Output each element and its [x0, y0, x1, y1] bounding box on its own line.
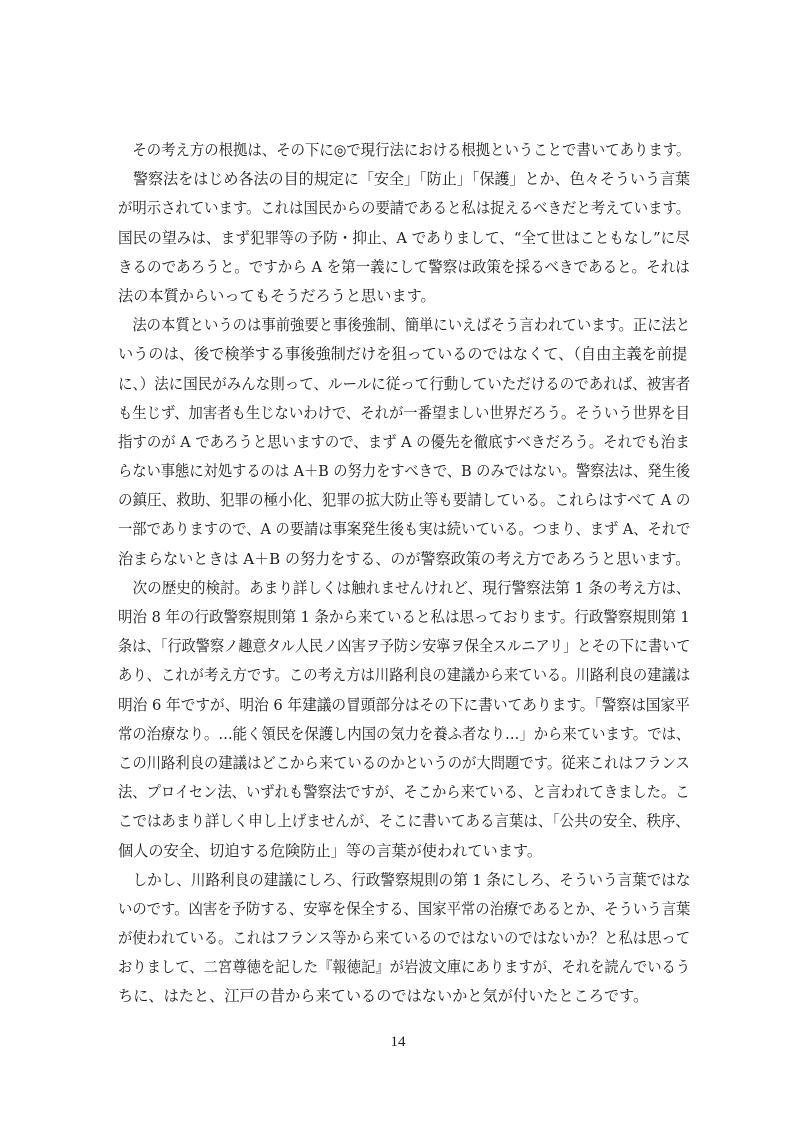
text-line: に、）法に国民がみんな則って、ルールに従って行動していただけるのであれば、被害者	[118, 374, 691, 393]
text-line: 明治 8 年の行政警察規則第 1 条から来ていると私は思っております。行政警察規則第 1	[118, 608, 690, 626]
text-line: この川路利良の建議はどこから来ているのかというのが大問題です。従来これはフランス	[118, 753, 690, 772]
body-text	[118, 136, 690, 1012]
page-number: 14	[390, 1034, 406, 1050]
text-line: おりまして、二宮尊徳を記した『報徳記』が岩波文庫にありますが、それを読んでいるう	[118, 958, 691, 977]
text-line: 指すのが A であろうと思いますので、まず A の優先を徹底すべきだろう。それでも治ま	[118, 432, 690, 451]
text-line: 法の本質というのは事前強要と事後強制、簡単にいえばそう言われています。正に法と	[118, 316, 691, 335]
text-line: の鎮圧、救助、犯罪の極小化、犯罪の拡大防止等も要請している。これらはすべて A の	[118, 491, 691, 510]
text-line: その考え方の根拠は、その下に◎で現行法における根拠ということで書いてあります。	[118, 141, 691, 159]
text-line: ちに、はたと、江戸の昔から来ているのではないかと気が付いたところです。	[118, 987, 649, 1006]
text-line: しかし、川路利良の建議にしろ、行政警察規則の第 1 条にしろ、そういう言葉ではな	[118, 870, 691, 889]
text-line: が明示されています。これは国民からの要請であると私は捉えるべきだと考えています。	[118, 199, 691, 218]
text-line: 国民の望みは、まず犯罪等の予防・抑止、A でありまして、“全て世はこともなし”に尽	[118, 228, 690, 247]
text-line: 法、プロイセン法、いずれも警察法ですが、そこから来ている、と言われてきました。こ	[118, 783, 690, 802]
text-line: 警察法をはじめ各法の目的規定に「安全」「防止」「保護」とか、色々そういう言葉	[118, 170, 691, 189]
text-line: こではあまり詳しく申し上げませんが、そこに書いてある言葉は、「公共の安全、秩序、	[118, 812, 690, 831]
text-line: らない事態に対処するのは A＋B の努力をすべきで、B のみではない。警察法は、発生後	[118, 462, 691, 481]
text-line: 個人の安全、切迫する危険防止」等の言葉が使われています。	[118, 841, 543, 860]
text-line: 常の治療なり。…能く領民を保護し内国の気力を養ふ者なり…」から来ています。では、	[118, 724, 691, 743]
text-line: 条は、「行政警察ノ趣意タル人民ノ凶害ヲ予防シ安寧ヲ保全スルニアリ」とその下に書いて	[118, 637, 691, 656]
text-line: 法の本質からいってもそうだろうと思います。	[118, 286, 436, 305]
text-line: 治まらないときは A＋B の努力をする、のが警察政策の考え方であろうと思います。	[118, 549, 691, 568]
text-line: 一部でありますので、A の要請は事案発生後も実は続いている。つまり、まず A、それで	[118, 520, 691, 539]
text-line: きるのであろうと。ですから A を第一義にして警察は政策を採るべきであると。それは	[118, 257, 690, 276]
text-line: 明治 6 年ですが、明治 6 年建議の冒頭部分はその下に書いてあります。「警察は国家平	[118, 695, 690, 714]
text-line: いうのは、後で検挙する事後強制だけを狙っているのではなくて、（自由主義を前提	[118, 345, 688, 364]
text-line: いのです。凶害を予防する、安寧を保全する、国家平常の治療であるとか、そういう言葉	[118, 899, 691, 918]
text-line: あり、これが考え方です。この考え方は川路利良の建議から来ている。川路利良の建議は	[118, 666, 691, 685]
text-line: 次の歴史的検討。あまり詳しくは触れませんけれど、現行警察法第 1 条の考え方は、	[118, 578, 691, 597]
text-line: も生じず、加害者も生じないわけで、それが一番望ましい世界だろう。そういう世界を目	[118, 403, 690, 422]
text-line: が使われている。これはフランス等から来ているのではないのではないか？と私は思って	[118, 929, 691, 948]
